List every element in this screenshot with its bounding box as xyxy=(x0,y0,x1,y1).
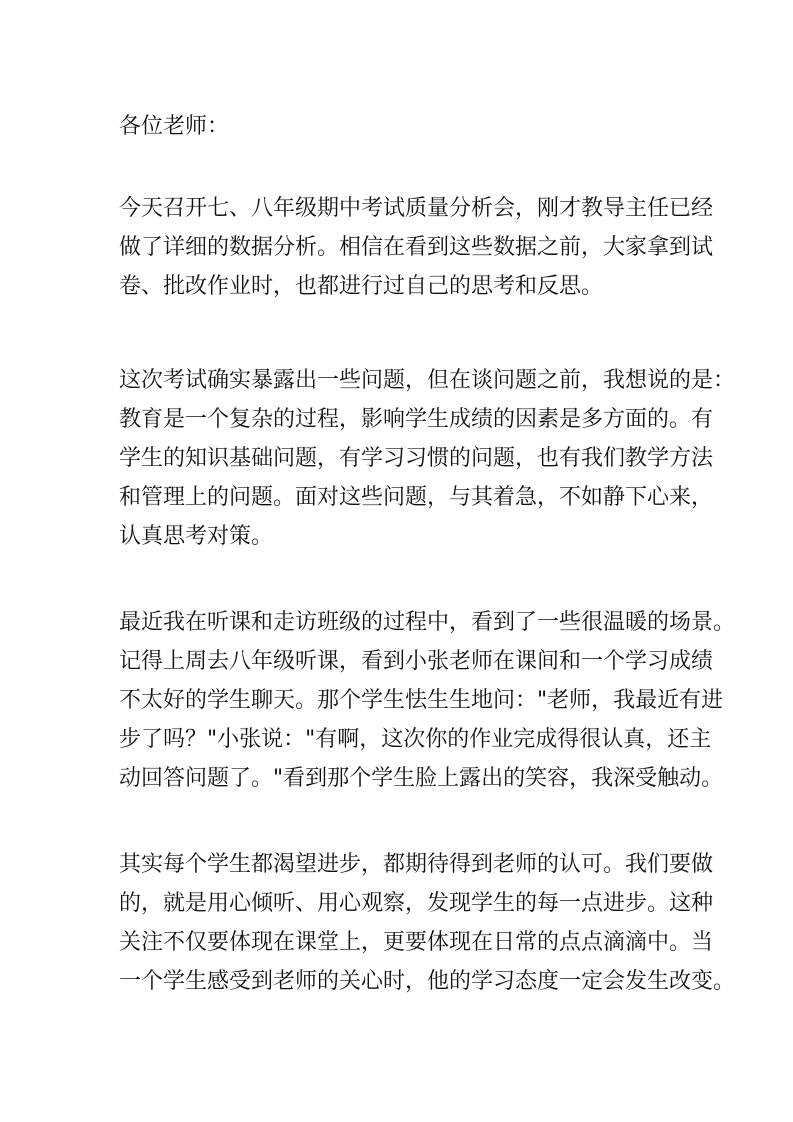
text-line: 做了详细的数据分析。相信在看到这些数据之前，大家拿到试 xyxy=(119,235,714,260)
text-line: 最近我在听课和走访班级的过程中，看到了一些很温暖的场景。 xyxy=(119,610,736,635)
text-line: 和管理上的问题。面对这些问题，与其着急，不如静下心来， xyxy=(119,485,714,510)
text-line: 卷、批改作业时，也都进行过自己的思考和反思。 xyxy=(119,274,604,299)
text-line: 一个学生感受到老师的关心时，他的学习态度一定会发生改变。 xyxy=(119,969,736,994)
text-line: 步了吗？"小张说："有啊，这次你的作业完成得很认真，还主 xyxy=(119,727,712,752)
text-line: 今天召开七、八年级期中考试质量分析会，刚才教导主任已经 xyxy=(119,196,714,221)
text-line: 的，就是用心倾听、用心观察，发现学生的每一点进步。这种 xyxy=(119,891,714,916)
paragraph-1 xyxy=(119,189,713,306)
text-line: 动回答问题了。"看到那个学生脸上露出的笑容，我深受触动。 xyxy=(119,766,724,791)
greeting-text: 各位老师： xyxy=(119,114,230,139)
paragraph-2 xyxy=(119,361,735,556)
paragraph-3 xyxy=(119,603,735,798)
text-line: 记得上周去八年级听课，看到小张老师在课间和一个学习成绩 xyxy=(119,649,714,674)
text-line: 认真思考对策。 xyxy=(119,524,274,549)
text-line: 关注不仅要体现在课堂上，更要体现在日常的点点滴滴中。当 xyxy=(119,930,714,955)
text-line: 这次考试确实暴露出一些问题，但在谈问题之前，我想说的是： xyxy=(119,368,736,393)
greeting xyxy=(119,107,229,146)
text-line: 教育是一个复杂的过程，影响学生成绩的因素是多方面的。有 xyxy=(119,407,714,432)
paragraph-4 xyxy=(119,845,735,1001)
text-line: 学生的知识基础问题，有学习习惯的问题，也有我们教学方法 xyxy=(119,446,714,471)
text-line: 不太好的学生聊天。那个学生怯生生地问："老师，我最近有进 xyxy=(119,688,724,713)
text-line: 其实每个学生都渴望进步，都期待得到老师的认可。我们要做 xyxy=(119,852,714,877)
